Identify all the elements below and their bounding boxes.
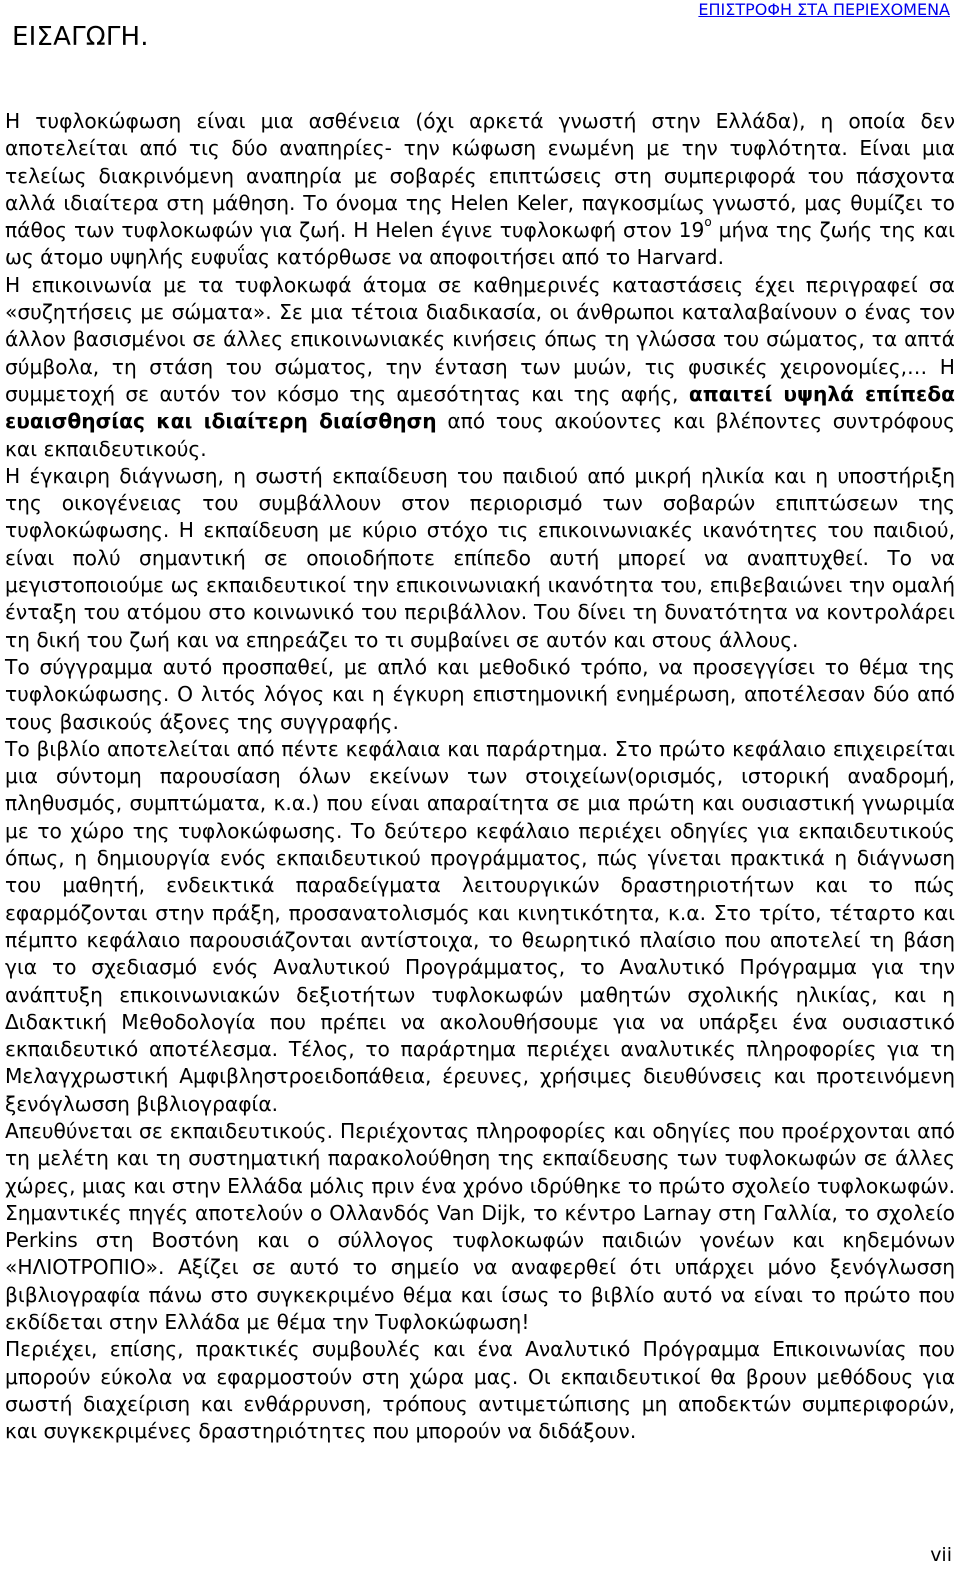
page-title: ΕΙΣΑΓΩΓΗ.: [12, 22, 149, 52]
paragraph-2-text: Η επικοινωνία με τα τυφλοκωφά άτομα σε καθημερινές καταστάσεις έχει περιγραφεί σα «συζητήσεις με σώματα». Σε μια τέτοια διαδικασία, οι άνθρωποι καταλαβαίνουν ο ένας τον άλλον βασισμένοι σε άλλες επικοινωνιακές κινήσεις όπως τη γλώσσα του σώματος, τα απτά σύμβολα, τη στάση του σώματος, την ένταση των μυών, τις φυσικές χειρονομίες,… Η συμμετοχή σε αυτόν τον κόσμο της αμεσότητας και της αφής,: [5, 272, 955, 406]
body-text: [5, 108, 955, 1446]
paragraph-1-text: Η τυφλοκώφωση είναι μια ασθένεια (όχι αρκετά γνωστή στην Ελλάδα), η οποία δεν αποτελείται από τις δύο αναπηρίες- την κώφωση ενωμένη με την τυφλότητα. Είναι μια τελείως διακρινόμενη αναπηρία με σοβαρές επιπτώσεις στη συμπεριφορά του πάσχοντα αλλά ιδιαίτερα στη μάθηση. Το όνομα της Helen Keler, παγκοσμίως γνωστό, μας θυμίζει το πάθος των τυφλοκωφών για ζωή. Η Helen έγινε τυφλοκωφή στον 19: [5, 109, 955, 243]
paragraph-1-text-end: μήνα της ζωής της και ως άτομο υψηλής ευφυΐας κατόρθωσε να αποφοιτήσει από το Harvard.: [5, 218, 955, 270]
ordinal-superscript: ο: [704, 215, 712, 230]
paragraph-2: [5, 272, 955, 463]
paragraph-6: Απευθύνεται σε εκπαιδευτικούς. Περιέχοντας πληροφορίες και οδηγίες που προέρχονται από τη μελέτη και τη συστηματική παρακολούθηση της εκπαίδευσης των τυφλοκωφών σε άλλες χώρες, μιας και στην Ελλάδα μόλις πριν ένα χρόνο ιδρύθηκε το πρώτο σχολείο τυφλοκωφών. Σημαντικές πηγές αποτελούν ο Ολλανδός Van Dijk, το κέντρο Larnay στη Γαλλία, το σχολείο Perkins στη Βοστόνη και ο σύλλογος τυφλοκωφών παιδιών γονέων και κηδεμόνων «ΗΛΙΟΤΡΟΠΙΟ». Αξίζει σε αυτό το σημείο να αναφερθεί ότι υπάρχει μόνο ξενόγλωσση βιβλιογραφία πάνω στο συγκεκριμένο θέμα και ίσως το βιβλίο αυτό να είναι το πρώτο που εκδίδεται στην Ελλάδα με θέμα την Τυφλοκώφωση!: [5, 1118, 955, 1335]
back-to-contents-link[interactable]: ΕΠΙΣΤΡΟΦΗ ΣΤΑ ΠΕΡΙΕΧΟΜΕΝΑ: [698, 0, 950, 19]
paragraph-7: Περιέχει, επίσης, πρακτικές συμβουλές και ένα Αναλυτικό Πρόγραμμα Επικοινωνίας που μπορούν εύκολα να εφαρμοστούν στη χώρα μας. Οι εκπαιδευτικοί θα βρουν μεθόδους για σωστή διαχείριση και ενθάρρυνση, τρόπους αντιμετώπισης μη αποδεκτών συμπεριφορών, και συγκεκριμένες δραστηριότητες που μπορούν να διδάξουν.: [5, 1337, 955, 1444]
page-number: vii: [930, 1544, 952, 1566]
paragraph-2-text-end: από τους ακούοντες και βλέποντες συντρόφους και εκπαιδευτικούς.: [5, 409, 955, 461]
paragraph-2-emphasis: απαιτεί υψηλά επίπεδα ευαισθησίας και ιδιαίτερη διαίσθηση: [5, 381, 956, 434]
paragraph-4: Το σύγγραμμα αυτό προσπαθεί, με απλό και μεθοδικό τρόπο, να προσεγγίσει το θέμα της τυφλοκώφωσης. Ο λιτός λόγος και η έγκυρη επιστημονική ενημέρωση, αποτέλεσαν δύο από τους βασικούς άξονες της συγγραφής.: [5, 654, 955, 734]
paragraph-1: [5, 108, 955, 272]
paragraph-5: Το βιβλίο αποτελείται από πέντε κεφάλαια και παράρτημα. Στο πρώτο κεφάλαιο επιχειρείται μια σύντομη παρουσίαση όλων εκείνων των στοιχείων(ορισμός, ιστορική αναδρομή, πληθυσμός, συμπτώματα, κ.α.) που είναι απαραίτητα σε μια πρώτη και ουσιαστική γνωριμία με το χώρο της τυφλοκώφωσης. Το δεύτερο κεφάλαιο περιέχει οδηγίες για εκπαιδευτικούς όπως, η δημιουργία ενός εκπαιδευτικού προγράμματος, πώς γίνεται πρακτικά η διάγνωση του μαθητή, ενδεικτικά παραδείγματα λειτουργικών δραστηριοτήτων και το πώς εφαρμόζονται στην πράξη, προσανατολισμός και κινητικότητα, κ.α. Στο τρίτο, τέταρτο και πέμπτο κεφάλαιο παρουσιάζονται αντίστοιχα, το θεωρητικό πλαίσιο που αποτελεί τη βάση για το σχεδιασμό ενός Αναλυτικού Προγράμματος, το Αναλυτικό Πρόγραμμα για την ανάπτυξη επικοινωνιακών δεξιοτήτων τυφλοκωφών μαθητών σχολικής ηλικίας, και η Διδακτική Μεθοδολογία που πρέπει να ακολουθήσουμε για να υπάρξει ένα ουσιαστικό εκπαιδευτικό αποτέλεσμα. Τέλος, το παράρτημα περιέχει αναλυτικές πληροφορίες για τη Μελαγχρωστική Αμφιβληστροειδοπάθεια, έρευνες, χρήσιμες διευθύνσεις και προτεινόμενη ξενόγλωσση βιβλιογραφία.: [5, 736, 955, 1116]
paragraph-3: Η έγκαιρη διάγνωση, η σωστή εκπαίδευση του παιδιού από μικρή ηλικία και η υποστήριξη της οικογένειας του συμβάλλουν στον περιορισμό των σοβαρών επιπτώσεων της τυφλοκώφωσης. Η εκπαίδευση με κύριο στόχο τις επικοινωνιακές ικανότητες του παιδιού, είναι πολύ σημαντική σε οποιοδήποτε επίπεδο αυτή μπορεί να αναπτυχθεί. Το να μεγιστοποιούμε ως εκπαιδευτικοί την επικοινωνιακή ικανότητα του, επιβεβαιώνει την ομαλή ένταξη του ατόμου στο κοινωνικό του περιβάλλον. Του δίνει τη δυνατότητα να κοντρολάρει τη δική του ζωή και να επηρεάζει το τι συμβαίνει σε αυτόν και στους άλλους.: [5, 463, 955, 652]
